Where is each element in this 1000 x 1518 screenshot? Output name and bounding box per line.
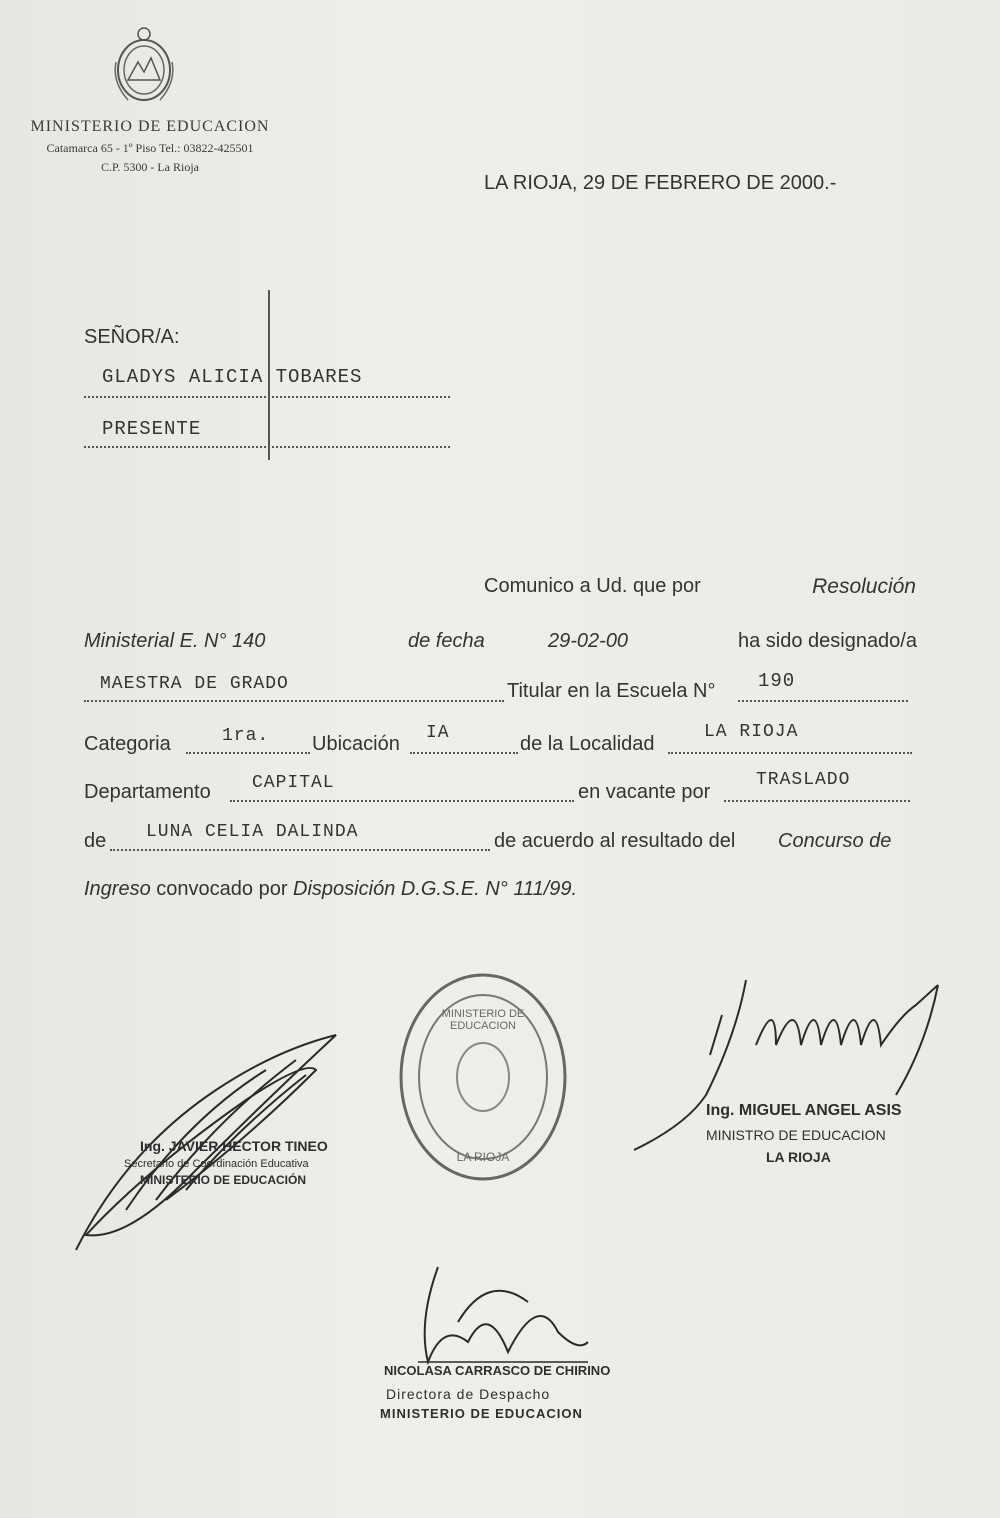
concurso-text: Concurso de bbox=[778, 830, 892, 852]
body-resolucion: Resolución bbox=[812, 575, 916, 598]
seal-top-text: MINISTERIO DE EDUCACION bbox=[441, 1008, 525, 1032]
body-p1: Comunico a Ud. que por bbox=[484, 575, 701, 597]
seal-bottom-text: LA RIOJA bbox=[456, 1150, 510, 1164]
body-ha-sido: ha sido designado/a bbox=[737, 630, 917, 652]
persona-value: LUNA CELIA DALINDA bbox=[146, 822, 359, 842]
recipient-name bbox=[84, 366, 450, 398]
ingreso-text: Ingreso bbox=[84, 878, 151, 900]
ubicacion-dots bbox=[410, 752, 518, 754]
body-line-1 bbox=[484, 575, 916, 599]
localidad-dots bbox=[668, 752, 912, 754]
escuela-dots bbox=[738, 700, 908, 702]
disposicion-text: Disposición D.G.S.E. N° 111/99. bbox=[293, 878, 578, 900]
categoria-label: Categoria bbox=[84, 733, 171, 755]
ministry-postal: C.P. 5300 - La Rioja bbox=[101, 160, 199, 174]
departamento-dots bbox=[230, 800, 574, 802]
date-line: LA RIOJA, 29 DE FEBRERO DE 2000.- bbox=[484, 172, 837, 194]
recipient-name-text: GLADYS ALICIA TOBARES bbox=[102, 366, 363, 388]
categoria-dots bbox=[186, 752, 310, 754]
final-line bbox=[84, 878, 577, 901]
salutation: SEÑOR/A: bbox=[84, 326, 180, 348]
localidad-label: de la Localidad bbox=[520, 733, 655, 755]
ubicacion-value: IA bbox=[426, 723, 450, 743]
bottom-signer-name: NICOLASA CARRASCO DE CHIRINO bbox=[384, 1363, 611, 1378]
localidad-value: LA RIOJA bbox=[704, 722, 799, 742]
convocado-text: convocado por bbox=[156, 878, 288, 900]
presente-line bbox=[84, 418, 450, 448]
ministry-title: MINISTERIO DE EDUCACION bbox=[30, 118, 270, 135]
cargo-dots bbox=[84, 700, 504, 702]
left-signer-role: Secretario de Coordinación Educativa bbox=[124, 1158, 309, 1170]
bottom-signer-org: MINISTERIO DE EDUCACION bbox=[380, 1406, 583, 1421]
persona-dots bbox=[110, 849, 490, 851]
titular-label: Titular en la Escuela N° bbox=[507, 680, 716, 702]
vacante-label: en vacante por bbox=[578, 781, 711, 803]
cargo-value: MAESTRA DE GRADO bbox=[100, 674, 289, 694]
body-ministerial: Ministerial E. N° 140 bbox=[84, 630, 266, 652]
body-de-fecha: de fecha bbox=[408, 630, 485, 652]
vacante-value: TRASLADO bbox=[756, 770, 851, 790]
escuela-number: 190 bbox=[758, 670, 796, 692]
right-signer-role: MINISTRO DE EDUCACION bbox=[706, 1127, 886, 1143]
right-signer-name: Ing. MIGUEL ANGEL ASIS bbox=[706, 1102, 902, 1119]
departamento-value: CAPITAL bbox=[252, 773, 335, 793]
left-signer-org: MINISTERIO DE EDUCACIÓN bbox=[140, 1173, 307, 1187]
vacante-dots bbox=[724, 800, 910, 802]
right-signer-place: LA RIOJA bbox=[766, 1149, 831, 1165]
body-fecha: 29-02-00 bbox=[548, 630, 629, 652]
de-label: de bbox=[84, 830, 107, 852]
presente-text: PRESENTE bbox=[102, 418, 202, 440]
left-signer-name: Ing. JAVIER HECTOR TINEO bbox=[140, 1138, 328, 1154]
departamento-label: Departamento bbox=[84, 781, 211, 803]
coat-of-arms-icon bbox=[104, 22, 184, 108]
ministry-address: Catamarca 65 - 1º Piso Tel.: 03822-425501 bbox=[46, 141, 254, 155]
ubicacion-label: Ubicación bbox=[312, 733, 400, 755]
bottom-signer-role: Directora de Despacho bbox=[386, 1386, 551, 1402]
categoria-value: 1ra. bbox=[222, 726, 270, 746]
acuerdo-text: de acuerdo al resultado del bbox=[494, 830, 736, 852]
